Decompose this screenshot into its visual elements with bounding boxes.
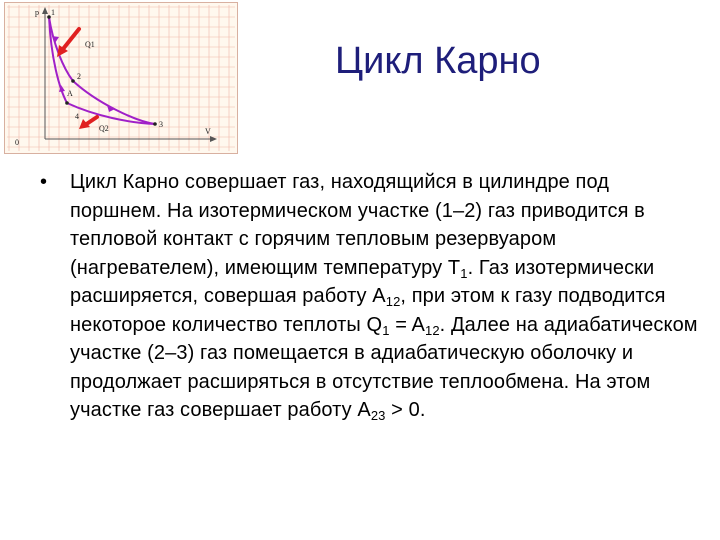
diagram-grid bbox=[7, 5, 235, 151]
heat-q1-label: Q1 bbox=[85, 40, 95, 49]
heat-q2-label: Q2 bbox=[99, 124, 109, 133]
point-label-1: 1 bbox=[51, 8, 55, 17]
pv-diagram bbox=[4, 2, 238, 154]
bullet-icon: • bbox=[40, 171, 48, 193]
text-run: . Газ изотермически расширяется, совершая работу A bbox=[70, 256, 655, 307]
bullet-text bbox=[70, 168, 700, 425]
text-run: . Далее на адиабатическом участке (2–3) газ помещается в адиабатическую оболочку и продолжает расширяться в отсутствие теплообмена. На этом участке газ совершает работу A bbox=[70, 313, 698, 421]
slide-title: Цикл Карно bbox=[335, 40, 541, 82]
text-run: > 0. bbox=[385, 399, 426, 421]
slide-content bbox=[40, 168, 700, 425]
heat-in-arrow-icon bbox=[63, 29, 79, 49]
subscript: 1 bbox=[460, 265, 468, 281]
point-label-4: 4 bbox=[75, 112, 79, 121]
text-run: Цикл Карно совершает газ, находящийся в цилиндре под поршнем. На изотермическом участке (1–2) газ приводится в тепловой контакт с горячим тепловым резервуаром (нагревателем), имеющим температуру T bbox=[70, 171, 645, 279]
pv-diagram-svg bbox=[5, 3, 237, 153]
work-area-label: A bbox=[67, 89, 73, 98]
cycle-point-4 bbox=[65, 101, 69, 105]
point-label-2: 2 bbox=[77, 72, 81, 81]
cycle-point-3 bbox=[153, 122, 157, 126]
point-label-3: 3 bbox=[159, 120, 163, 129]
subscript: 1 bbox=[382, 322, 390, 338]
text-run: = A bbox=[389, 313, 425, 336]
origin-label: 0 bbox=[15, 138, 19, 147]
bullet-item bbox=[40, 168, 700, 425]
p-axis-arrow-icon bbox=[42, 7, 48, 14]
v-axis-label: V bbox=[205, 127, 211, 136]
cycle-point-2 bbox=[71, 79, 75, 83]
text-run: , при этом к газу подводится некоторое количество теплоты Q bbox=[70, 285, 666, 336]
subscript: 12 bbox=[385, 294, 401, 309]
subscript: 12 bbox=[425, 322, 440, 338]
p-axis-label: p bbox=[35, 8, 39, 17]
direction-arrow-icon bbox=[107, 105, 115, 112]
subscript: 23 bbox=[370, 408, 386, 423]
